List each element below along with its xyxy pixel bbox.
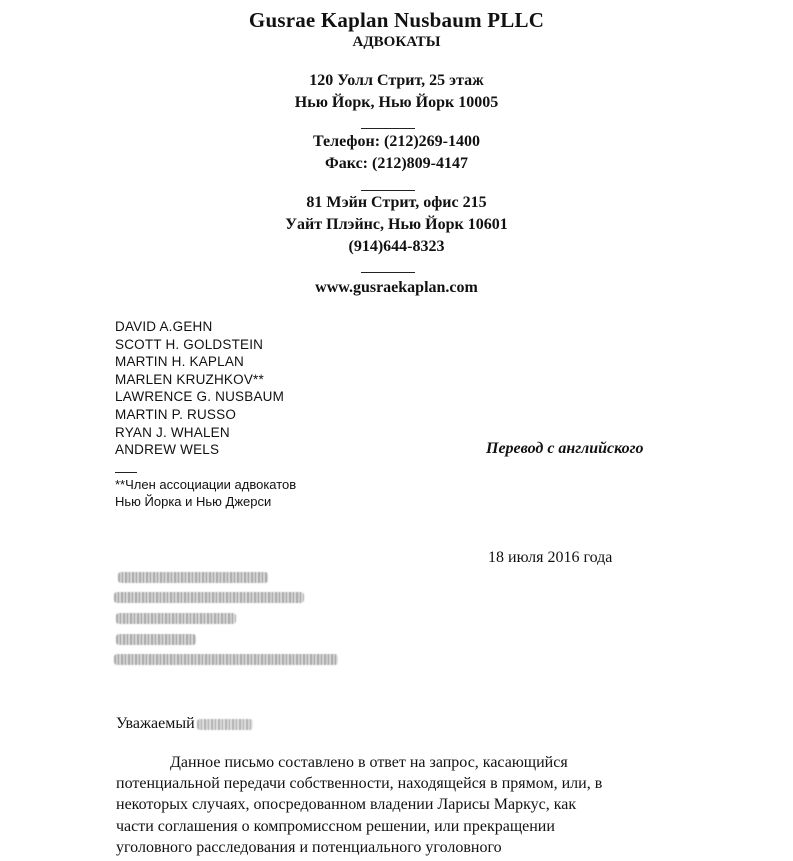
divider: [361, 190, 415, 191]
website-link[interactable]: www.gusraekaplan.com: [315, 279, 478, 296]
partner-name: MARTIN H. KAPLAN: [115, 354, 244, 370]
body-line: Данное письмо составлено в ответ на запрос, касающийся: [170, 754, 568, 771]
footnote: [115, 476, 296, 510]
body-line: некоторых случаях, опосредованном владении Ларисы Маркус, как: [116, 796, 577, 814]
body-line: потенциальной передачи собственности, находящейся в прямом, или, в: [116, 775, 603, 793]
fax-number: Факс: (212)809-4147: [325, 155, 468, 172]
partner-name: DAVID A.GEHN: [115, 319, 213, 334]
salutation: [116, 715, 253, 733]
firm-name: Gusrae Kaplan Nusbaum PLLC: [248, 8, 545, 32]
redacted-name: [197, 719, 253, 730]
partners-list: [115, 318, 284, 459]
office2-line1: 81 Мэйн Стрит, офис 215: [306, 194, 487, 211]
body-line: части соглашения о компромиссном решении, или прекращении: [116, 817, 555, 835]
office1-line1: 120 Уолл Стрит, 25 этаж: [309, 72, 484, 89]
partner-name: LAWRENCE G. NUSBAUM: [115, 389, 285, 405]
partner-name: ANDREW WELS: [115, 442, 220, 458]
office2-line2: Уайт Плэйнс, Нью Йорк 10601: [285, 216, 508, 233]
footnote-line: Нью Йорка и Нью Джерси: [115, 494, 272, 509]
footnote-divider: [115, 472, 137, 473]
firm-subtitle: АДВОКАТЫ: [352, 34, 441, 50]
letter-date: 18 июля 2016 года: [488, 549, 613, 566]
partner-name: MARTIN P. RUSSO: [115, 406, 237, 422]
salutation-text: Уважаемый: [116, 715, 195, 732]
partner-name: SCOTT H. GOLDSTEIN: [115, 336, 264, 352]
divider: [361, 128, 415, 129]
partner-name: MARLEN KRUZHKOV**: [115, 371, 264, 387]
divider: [361, 272, 415, 273]
partner-name: RYAN J. WHALEN: [115, 424, 230, 440]
office1-line2: Нью Йорк, Нью Йорк 10005: [294, 94, 499, 111]
footnote-line: **Член ассоциации адвокатов: [115, 477, 297, 492]
redacted-address: [112, 568, 342, 673]
letter-body: [116, 752, 602, 858]
phone-number: Телефон: (212)269-1400: [312, 133, 481, 150]
office2-phone: (914)644-8323: [348, 238, 445, 255]
translation-note: Перевод с английского: [486, 440, 644, 457]
body-line: уголовного расследования и потенциального уголовного: [116, 838, 502, 856]
